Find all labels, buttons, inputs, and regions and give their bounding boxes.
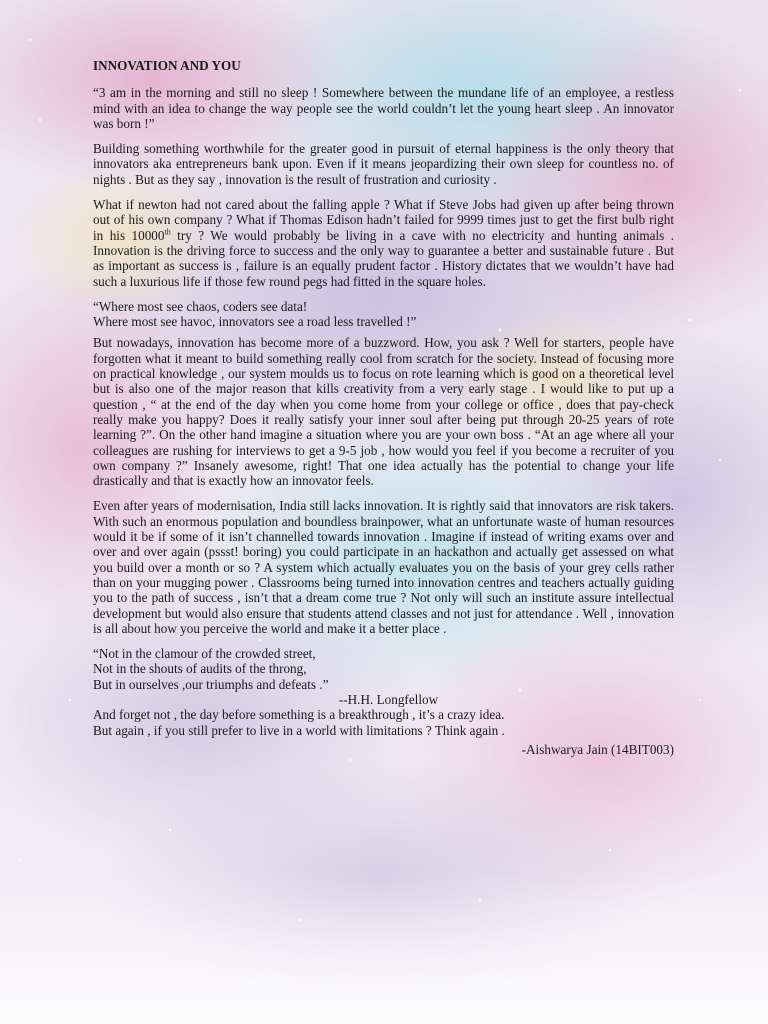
paragraph-4: Even after years of modernisation, India still lacks innovation. It is rightly said that innovators are risk takers. With such an enormous population and boundless brainpower, what an unfortunate waste of human resources would it be if some of it isn’t channelled towards innovation . Imagine if instead of writing exams over and over and over again (pssst! boring) you could participate in an hackathon and actually get assessed on what you build over a month or so ? A system which actually evaluates you on the basis of your grey cells rather than on your mugging power . Classrooms being turned into innovation centres and teachers actually guiding you to the path of success , isn’t that a dream come true ? Not only will such an institute assure intellectual development but would also ensure that students attend classes and not just for attendance . Well , innovation is all about how you perceive the world and make it a better place . — [93, 498, 674, 636]
closing-lines — [93, 707, 674, 738]
longfellow-poem — [93, 646, 674, 692]
document-body — [93, 58, 674, 757]
coders-quote-line-1: “Where most see chaos, coders see data! — [93, 298, 308, 314]
poem-line-3: But in ourselves ,our triumphs and defeats .” — [93, 676, 329, 692]
poem-line-1: “Not in the clamour of the crowded street, — [93, 646, 316, 662]
ordinal-suffix: th — [164, 227, 171, 237]
intro-quote: “3 am in the morning and still no sleep ! Somewhere between the mundane life of an employee, a restless mind with an idea to change the way people see the world couldn’t let the young heart sleep . An innovator was born !” — [93, 85, 674, 131]
paragraph-1: Building something worthwhile for the greater good in pursuit of eternal happiness is the only theory that innovators aka entrepreneurs bank upon. Even if it means jeopardizing their own sleep for countless no. of nights . But as they say , innovation is the result of frustration and curiosity . — [93, 141, 674, 187]
coders-quote-line-2: Where most see havoc, innovators see a road less travelled !” — [93, 314, 417, 330]
paragraph-2 — [93, 197, 674, 289]
author-signature: -Aishwarya Jain (14BIT003) — [521, 741, 674, 757]
poem-author: --H.H. Longfellow — [338, 691, 439, 707]
document-title: INNOVATION AND YOU — [93, 58, 241, 73]
closing-line-1: And forget not , the day before something is a breakthrough , it’s a crazy idea. — [93, 707, 505, 723]
paragraph-2-part-b: try ? We would probably be living in a cave with no electricity and hunting animals . Innovation is the driving force to success and the only way to guarantee a better and sustainable future . But as important as success is , failure is an equally prudent factor . History dictates that we wouldn’t have had such a luxurious life if those few round pegs had fitted in the square holes. — [93, 227, 674, 289]
poem-line-2: Not in the shouts of audits of the throng, — [93, 661, 307, 677]
closing-line-2: But again , if you still prefer to live in a world with limitations ? Think again . — [93, 722, 505, 738]
paragraph-3: But nowadays, innovation has become more of a buzzword. How, you ask ? Well for starters, people have forgotten what it meant to build something really cool from scratch for the society. Instead of focusing more on practical knowledge , our system moulds us to focus on rote learning which is good on a theoretical level but is also one of the major reason that kills creativity from a very early stage . I would like to put up a question , “ at the end of the day when you come home from your college or office , does that pay-check really make you happy? Does it really satisfy your inner soul after being put through 20-25 years of rote learning ?”. On the other hand imagine a situation where you are your own boss . “At an age where all your colleagues are rushing for interviews to get a 9-5 job , how would you feel if you become a recruiter of you own company ?” Insanely awesome, right! That one idea actually has the potential to change your life drastically and that is exactly how an innovator feels. — [93, 335, 674, 489]
paragraph-2-part-a: What if newton had not cared about the falling apple ? What if Steve Jobs had given up after being thrown out of his own company ? What if Thomas Edison hadn’t failed for 9999 times just to get the first bulb right in his 10000 — [93, 197, 674, 243]
coders-quote — [93, 299, 674, 330]
